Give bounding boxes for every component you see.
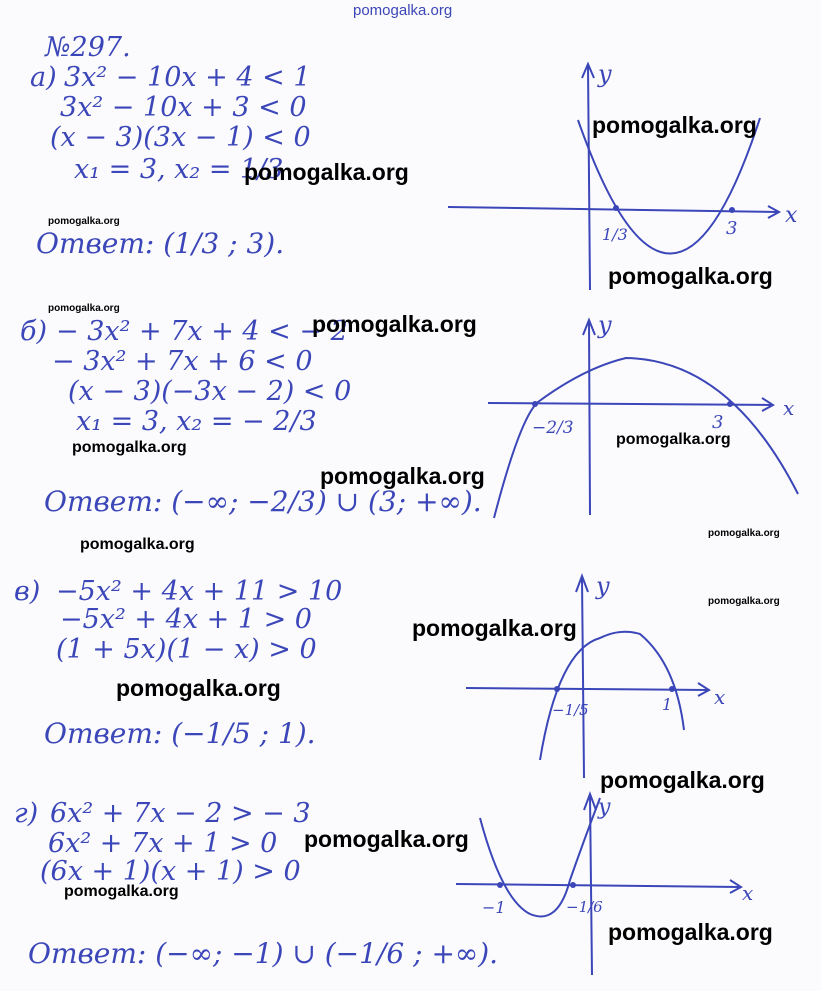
- part-d-line-2: 6x² + 7x + 1 > 0: [48, 828, 278, 859]
- y-axis-label: y: [598, 311, 612, 339]
- watermark: pomogalka.org: [312, 311, 477, 337]
- part-b-line-2: − 3x² + 7x + 6 < 0: [52, 346, 313, 377]
- x-axis-label: x: [742, 881, 754, 905]
- root-label: 3: [726, 218, 738, 239]
- root-label: −1/6: [566, 898, 603, 916]
- watermark: pomogalka.org: [608, 263, 773, 289]
- root-point: [497, 882, 503, 888]
- part-c-label: в): [14, 576, 41, 607]
- root-point: [570, 882, 576, 888]
- part-c-answer: Ответ: (−1/5 ; 1).: [44, 717, 316, 750]
- x-axis-label: x: [785, 203, 798, 228]
- part-d-line-1: 6x² + 7x − 2 > − 3: [50, 798, 311, 829]
- watermark: pomogalka.org: [412, 615, 577, 641]
- part-a-line-1: 3x² − 10x + 4 < 1: [64, 62, 311, 93]
- watermark: pomogalka.org: [592, 112, 757, 138]
- watermark: pomogalka.org: [708, 528, 780, 539]
- y-axis-label: y: [598, 60, 612, 88]
- part-b-line-1: − 3x² + 7x + 4 < − 2: [56, 316, 348, 347]
- part-b-line-3: (x − 3)(−3x − 2) < 0: [68, 376, 352, 407]
- root-label: 3: [712, 412, 724, 433]
- part-c-line-3: (1 + 5x)(1 − x) > 0: [56, 634, 317, 665]
- root-label: 1/3: [602, 225, 628, 244]
- watermark: pomogalka.org: [80, 536, 195, 553]
- watermark: pomogalka.org: [64, 883, 179, 900]
- part-a-line-4: x₁ = 3, x₂ = 1/3: [74, 154, 284, 185]
- root-label: 1: [662, 695, 673, 714]
- part-a-label: а): [30, 62, 57, 93]
- watermark: pomogalka.org: [48, 216, 120, 227]
- watermark: pomogalka.org: [244, 159, 409, 185]
- part-d-line-3: (6x + 1)(x + 1) > 0: [40, 856, 301, 887]
- watermark: pomogalka.org: [600, 767, 765, 793]
- root-label: −1: [482, 898, 506, 917]
- part-a-line-3: (x − 3)(3x − 1) < 0: [50, 122, 311, 153]
- part-d-label: г): [14, 798, 39, 829]
- x-axis-label: x: [714, 685, 726, 709]
- part-b-label: б): [20, 316, 48, 347]
- watermark: pomogalka.org: [48, 303, 120, 314]
- part-b-line-4: x₁ = 3, x₂ = − 2/3: [76, 406, 317, 437]
- x-axis-label: x: [783, 396, 795, 420]
- part-a-answer: Ответ: (1/3 ; 3).: [36, 227, 285, 260]
- problem-number: №297.: [45, 32, 131, 63]
- root-label: −2/3: [532, 418, 574, 438]
- watermark: pomogalka.org: [708, 596, 780, 607]
- watermark: pomogalka.org: [320, 463, 485, 489]
- watermark: pomogalka.org: [116, 675, 281, 701]
- watermark: pomogalka.org: [304, 826, 469, 852]
- part-a-line-2: 3x² − 10x + 3 < 0: [60, 92, 307, 123]
- watermark: pomogalka.org: [72, 439, 187, 456]
- y-axis-label: y: [596, 572, 610, 600]
- watermark-top: pomogalka.org: [353, 2, 453, 19]
- part-b-answer: Ответ: (−∞; −2/3) ∪ (3; +∞).: [44, 485, 482, 518]
- part-c-line-2: −5x² + 4x + 1 > 0: [60, 604, 312, 635]
- watermark: pomogalka.org: [616, 431, 731, 448]
- watermark: pomogalka.org: [608, 919, 773, 945]
- root-label: −1/5: [552, 701, 589, 719]
- part-d-answer: Ответ: (−∞; −1) ∪ (−1/6 ; +∞).: [28, 937, 499, 970]
- part-c-line-1: −5x² + 4x + 11 > 10: [56, 576, 343, 607]
- y-axis-label: y: [598, 795, 611, 820]
